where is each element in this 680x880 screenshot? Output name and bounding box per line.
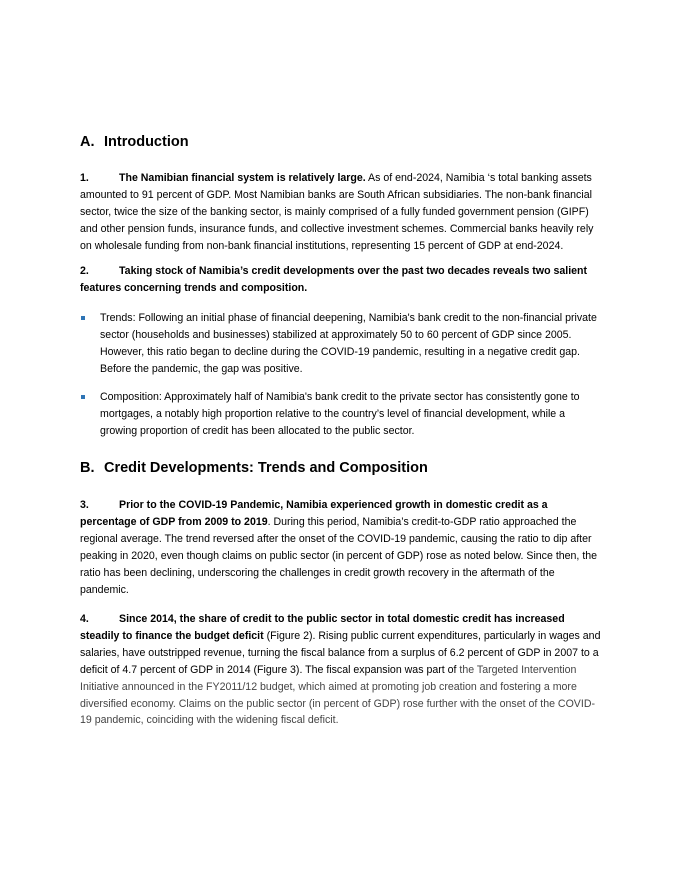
paragraph-3-lead: Prior to the COVID-19 Pandemic, Namibia experienced growth in domestic credit as a percentage of GDP from 2009 to 2019: [80, 499, 548, 528]
section-b-heading: [80, 460, 428, 476]
paragraph-2: [80, 263, 602, 297]
bullet-text: Composition: Approximately half of Namibia's bank credit to the private sector has consistently gone to mortgages, a notably high proportion relative to the country’s level of financial development, while a growing proportion of credit has been allocated to the public sector.: [100, 391, 580, 437]
paragraph-2-number: 2.: [80, 265, 89, 277]
section-a-heading: [80, 134, 189, 150]
paragraph-4: [80, 611, 602, 729]
paragraph-1: [80, 170, 602, 255]
paragraph-2-lead: Taking stock of Namibia’s credit developments over the past two decades reveals two salient features concerning trends and composition.: [80, 265, 588, 294]
paragraph-1-number: 1.: [80, 172, 89, 184]
section-a-title: Introduction: [104, 134, 189, 150]
paragraph-4-grey-body: the Targeted Intervention Initiative announced in the FY2011/12 budget, which aimed at promoting job creation and fostering a more diversified economy. Claims on the public sector (in percent of GDP) rose further with the onset of the COVID-19 pandemic, coinciding with the widening fiscal deficit.: [80, 663, 595, 727]
paragraph-4-number: 4.: [80, 613, 89, 625]
bullet-text: Trends: Following an initial phase of financial deepening, Namibia's bank credit to the non-financial private sector (households and businesses) stabilized at approximately 50 to 60 percent of GDP since 2005. However, this ratio began to decline during the COVID-19 pandemic, resulting in a negative credit gap. Before the pandemic, the gap was positive.: [100, 312, 597, 375]
bullet-item-trends: [80, 310, 602, 378]
bullet-square-icon: [81, 316, 85, 320]
bullet-item-composition: [80, 389, 602, 440]
paragraph-1-lead: The Namibian financial system is relatively large.: [119, 172, 366, 184]
paragraph-3-number: 3.: [80, 499, 89, 511]
bullet-square-icon: [81, 395, 85, 399]
section-a-letter: A.: [80, 134, 95, 150]
paragraph-3: [80, 497, 602, 598]
section-b-title: Credit Developments: Trends and Composition: [104, 460, 428, 476]
section-b-letter: B.: [80, 460, 95, 476]
paragraph-1-body: As of end-2024, Namibia ‘s total banking assets amounted to 91 percent of GDP. Most Namibian banks are South African subsidiaries. The non-bank financial sector, twice the size of the banking sector, is mainly comprised of a fully funded government pension (GIPF) and other pension funds, insurance funds, and collective investment schemes. Commercial banks heavily rely on wholesale funding from non-bank financial institutions, representing 15 percent of GDP at end-2024.: [80, 172, 594, 252]
paragraph-4-body: (Figure 2). Rising public current expenditures, particularly in wages and salaries, have outstripped revenue, turning the fiscal balance from a surplus of 6.2 percent of GDP in 2007 to a deficit of 4.7 percent of GDP in 2014 (Figure 3). The fiscal expansion was part of: [80, 629, 601, 676]
paragraph-3-body: . During this period, Namibia’s credit-to-GDP ratio approached the regional average. The trend reversed after the onset of the COVID-19 pandemic, causing the ratio to dip after peaking in 2020, even though claims on public sector (in percent of GDP) rose as noted below. Since then, the ratio has been declining, underscoring the challenges in credit growth recovery in the aftermath of the pandemic.: [80, 515, 598, 596]
paragraph-4-lead: Since 2014, the share of credit to the public sector in total domestic credit has increased steadily to finance the budget deficit: [80, 613, 565, 642]
